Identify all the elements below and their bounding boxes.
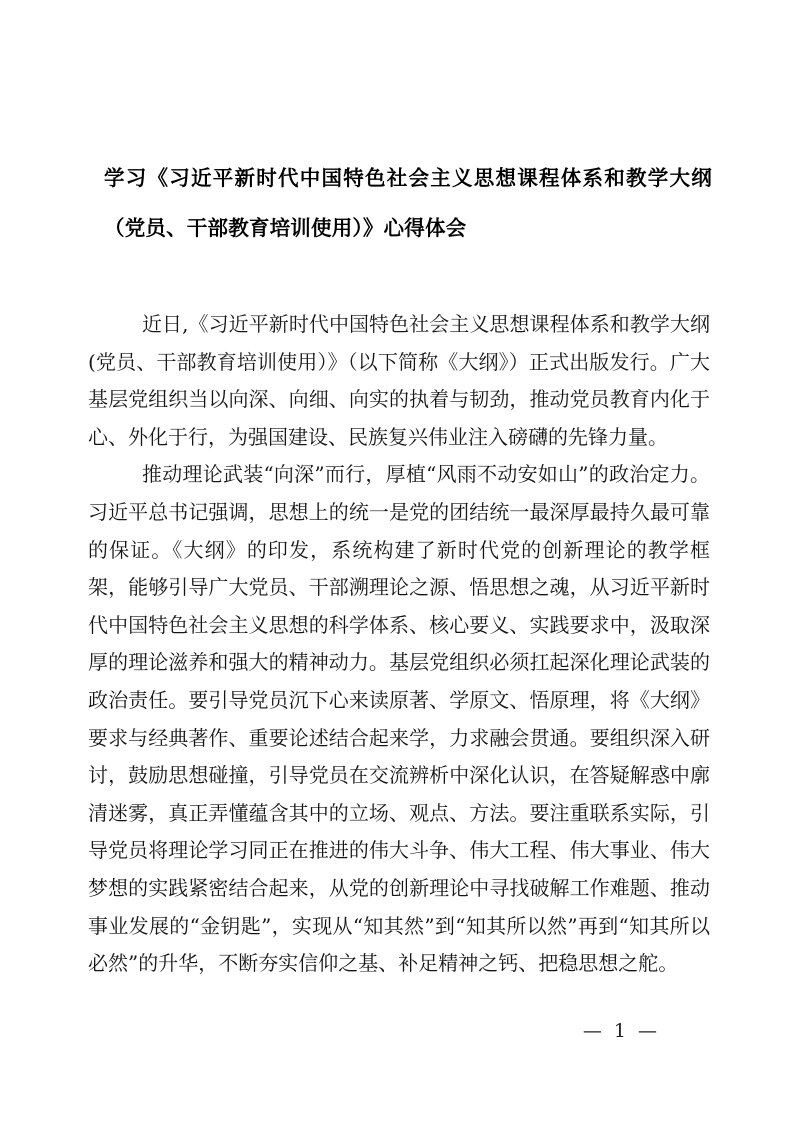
document-body	[88, 306, 710, 983]
body-paragraph: 近日,《习近平新时代中国特色社会主义思想课程体系和教学大纲(党员、干部教育培训使用）》（以下简称《大纲》）正式出版发行。广大基层党组织当以向深、向细、向实的执着与韧劲，推动党员教育内化于心、外化于行，为强国建设、民族复兴伟业注入磅礴的先锋力量。	[88, 312, 710, 449]
page-number: — 1 —	[582, 1020, 660, 1042]
document-title: 学习《习近平新时代中国特色社会主义思想课程体系和教学大纲（党员、干部教育培训使用）》心得体会	[104, 166, 712, 240]
body-paragraph: 推动理论武装“向深”而行，厚植“风雨不动安如山”的政治定力。习近平总书记强调，思想上的统一是党的团结统一最深厚最持久最可靠的保证。《大纲》的印发，系统构建了新时代党的创新理论的教学框架，能够引导广大党员、干部溯理论之源、悟思想之魂，从习近平新时代中国特色社会主义思想的科学体系、核心要义、实践要求中，汲取深厚的理论滋养和强大的精神动力。基层党组织必须扛起深化理论武装的政治责任。要引导党员沉下心来读原著、学原文、悟原理，将《大纲》要求与经典著作、重要论述结合起来学，力求融会贯通。要组织深入研讨，鼓励思想碰撞，引导党员在交流辨析中深化认识，在答疑解惑中廓清迷雾，真正弄懂蕴含其中的立场、观点、方法。要注重联系实际，引导党员将理论学习同正在推进的伟大斗争、伟大工程、伟大事业、伟大梦想的实践紧密结合起来，从党的创新理论中寻找破解工作难题、推动事业发展的“金钥匙”，实现从“知其然”到“知其所以然”再到“知其所以必然”的升华，不断夯实信仰之基、补足精神之钙、把稳思想之舵。	[88, 462, 710, 976]
